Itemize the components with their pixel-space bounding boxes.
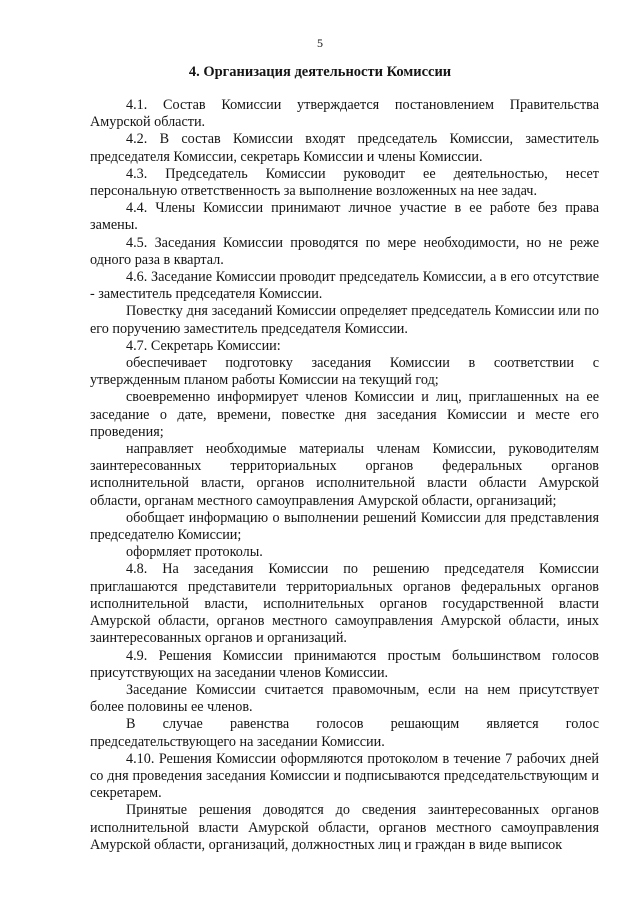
list-item-duty: оформляет протоколы. bbox=[126, 544, 263, 561]
page-number: 5 bbox=[317, 36, 323, 50]
section-body bbox=[90, 97, 599, 854]
paragraph-4-6: 4.6. Заседание Комиссии проводит председатель Комиссии, а в его отсутствие - заместитель председателя Комиссии. bbox=[90, 269, 599, 303]
paragraph-4-4: 4.4. Члены Комиссии принимают личное участие в ее работе без права замены. bbox=[90, 200, 599, 234]
paragraph-4-8: 4.8. На заседания Комиссии по решению председателя Комиссии приглашаются представители территориальных органов федеральных органов исполнительной власти, исполнительных органов государственной власти Амурской области, органов местного самоуправления Амурской области, иных заинтересованных органов и организаций. bbox=[90, 561, 599, 647]
list-item-duty: обеспечивает подготовку заседания Комиссии в соответствии с утвержденным планом работы Комиссии на текущий год; bbox=[90, 355, 599, 389]
paragraph-4-2: 4.2. В состав Комиссии входят председатель Комиссии, заместитель председателя Комиссии, секретарь Комиссии и члены Комиссии. bbox=[90, 131, 599, 165]
list-item-duty: обобщает информацию о выполнении решений Комиссии для представления председателю Комиссии; bbox=[90, 509, 599, 544]
section-title: 4. Организация деятельности Комиссии bbox=[188, 64, 452, 80]
paragraph-4-7: 4.7. Секретарь Комиссии: bbox=[126, 337, 281, 354]
paragraph-4-9: 4.9. Решения Комиссии принимаются простым большинством голосов присутствующих на заседании членов Комиссии. bbox=[90, 647, 599, 681]
paragraph-decisions: Принятые решения доводятся до сведения заинтересованных органов исполнительной власти Амурской области, органов местного самоуправления Амурской области, организаций, должностных лиц и граждан в виде выписок bbox=[90, 802, 599, 853]
paragraph-4-10: 4.10. Решения Комиссии оформляются протоколом в течение 7 рабочих дней со дня проведения заседания Комиссии и подписываются председательствующим и секретарем. bbox=[90, 750, 599, 802]
paragraph-4-3: 4.3. Председатель Комиссии руководит ее деятельностью, несет персональную ответственность за выполнение возложенных на нее задач. bbox=[90, 165, 599, 200]
list-item-duty: направляет необходимые материалы членам Комиссии, руководителям заинтересованных территориальных органов федеральных органов исполнительной власти, органов исполнительной власти области Амурской области, органам местного самоуправления Амурской области, организаций; bbox=[90, 441, 599, 509]
paragraph-quorum: Заседание Комиссии считается правомочным, если на нем присутствует более половины ее членов. bbox=[90, 681, 599, 716]
paragraph-tie-vote: В случае равенства голосов решающим является голос председательствующего на заседании Комиссии. bbox=[90, 716, 599, 750]
paragraph-4-5: 4.5. Заседания Комиссии проводятся по мере необходимости, но не реже одного раза в квартал. bbox=[90, 234, 599, 268]
paragraph-agenda: Повестку дня заседаний Комиссии определяет председатель Комиссии или по его поручению заместитель председателя Комиссии. bbox=[90, 303, 599, 337]
list-item-duty: своевременно информирует членов Комиссии и лиц, приглашенных на ее заседание о дате, времени, повестке дня заседания Комиссии и месте его проведения; bbox=[90, 389, 599, 440]
paragraph-4-1: 4.1. Состав Комиссии утверждается постановлением Правительства Амурской области. bbox=[90, 97, 599, 131]
